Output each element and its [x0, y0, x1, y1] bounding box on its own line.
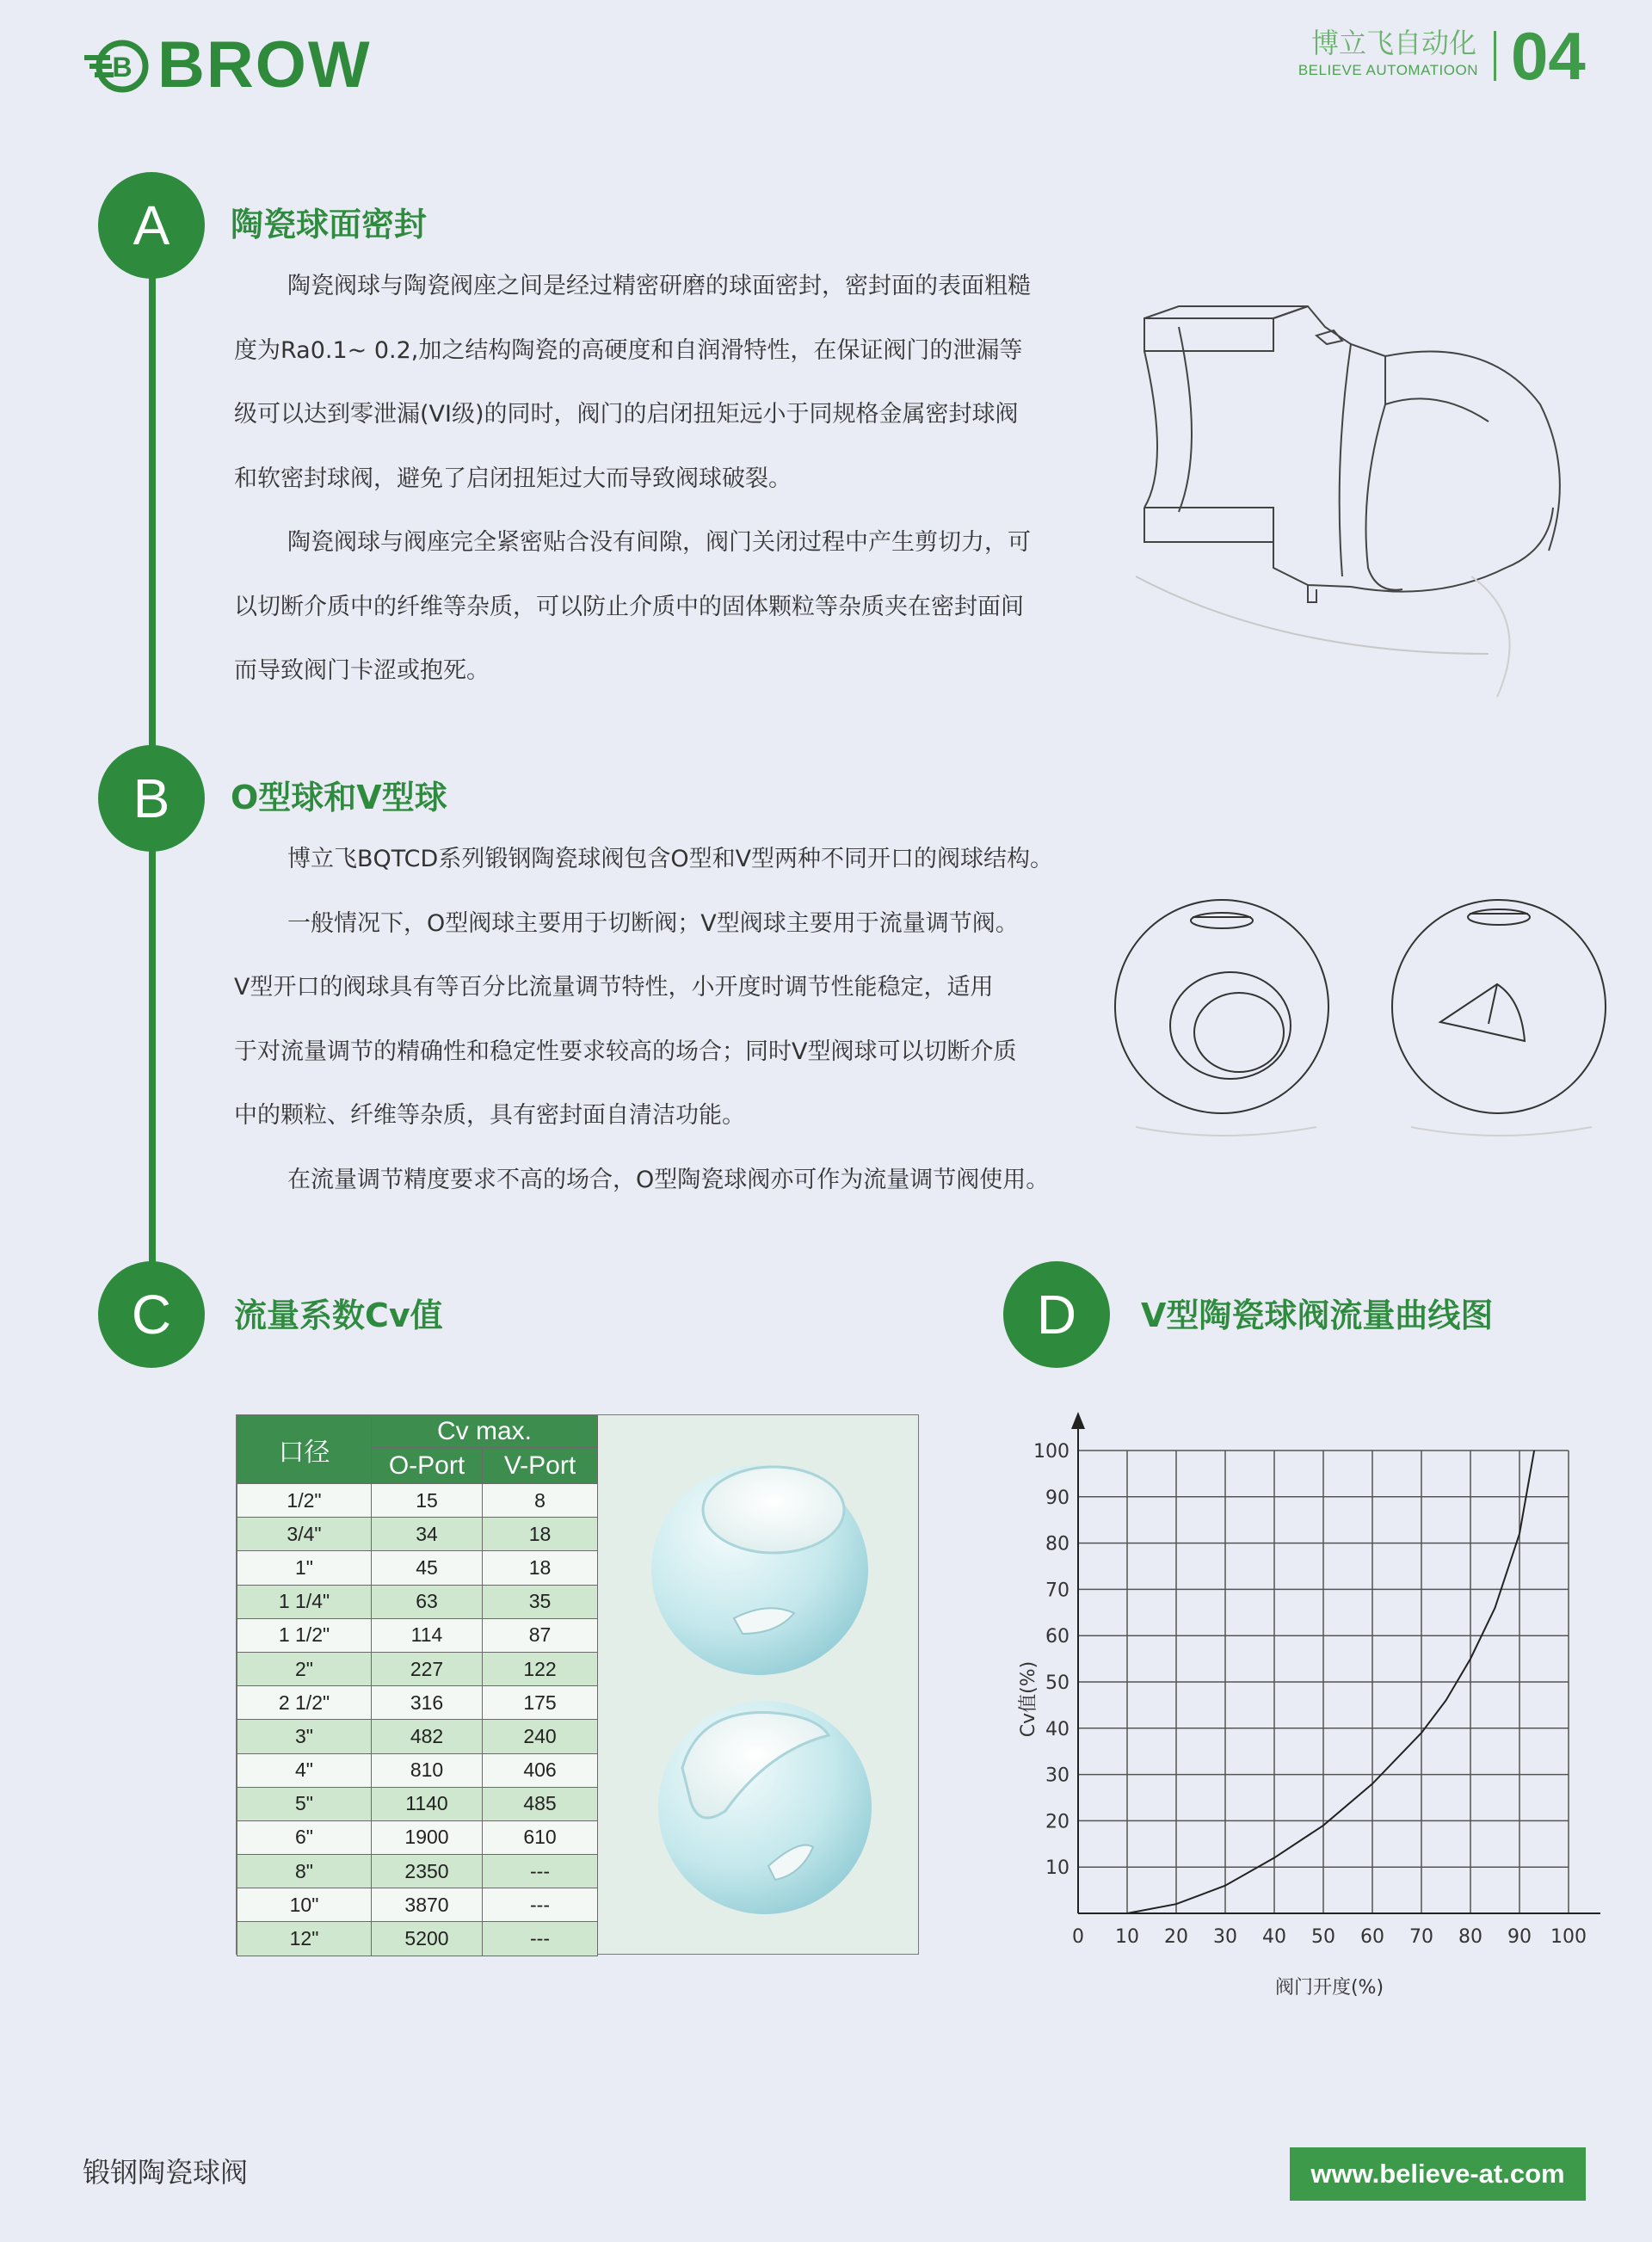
- cv-cell-o-port: 45: [372, 1551, 483, 1585]
- cv-cell-o-port: 482: [372, 1720, 483, 1753]
- section-b-line: 于对流量调节的精确性和稳定性要求较高的场合；同时V型阀球可以切断介质: [234, 1038, 1017, 1065]
- cv-table-row: [237, 1888, 598, 1922]
- chart-y-tick-label: 50: [1045, 1672, 1069, 1694]
- chart-y-tick-label: 30: [1045, 1765, 1069, 1787]
- cv-cell-size: 12": [237, 1922, 372, 1956]
- cv-cell-o-port: 316: [372, 1686, 483, 1720]
- chart-x-tick-label: 30: [1213, 1926, 1237, 1948]
- cv-cell-o-port: 63: [372, 1585, 483, 1618]
- section-d-title: V型陶瓷球阀流量曲线图: [1141, 1297, 1494, 1334]
- cv-cell-o-port: 810: [372, 1753, 483, 1787]
- cv-table-row: [237, 1652, 598, 1685]
- chart-x-tick-label: 0: [1072, 1926, 1084, 1948]
- brand-name-cn: 博立飞自动化: [1310, 27, 1476, 59]
- section-c-title: 流量系数Cv值: [234, 1297, 443, 1334]
- section-a-line: 以切断介质中的纤维等杂质，可以防止介质中的固体颗粒等杂质夹在密封面间: [234, 593, 1024, 620]
- section-b-title: O型球和V型球: [231, 779, 447, 816]
- cv-cell-v-port: 175: [483, 1686, 598, 1720]
- flow-curve-chart: [998, 1402, 1600, 2022]
- cv-table-row: [237, 1518, 598, 1551]
- cv-cell-size: 1": [237, 1551, 372, 1585]
- cv-table-header-size: 口径: [237, 1416, 372, 1484]
- cv-cell-size: 3": [237, 1720, 372, 1753]
- cv-cell-v-port: 35: [483, 1585, 598, 1618]
- o-and-v-ball-drawings: [1110, 895, 1609, 1144]
- cv-cell-o-port: 3870: [372, 1888, 483, 1922]
- cv-cell-size: 6": [237, 1820, 372, 1854]
- cv-table-row: [237, 1618, 598, 1652]
- chart-x-tick-label: 20: [1164, 1926, 1188, 1948]
- chart-x-ticks: [1072, 1926, 1587, 1948]
- chart-x-tick-label: 60: [1360, 1926, 1384, 1948]
- cv-cell-o-port: 114: [372, 1618, 483, 1652]
- cv-table-row: [237, 1922, 598, 1956]
- svg-text:B: B: [112, 52, 133, 83]
- cv-cell-o-port: 1140: [372, 1787, 483, 1820]
- cv-table-row: [237, 1787, 598, 1820]
- chart-y-tick-label: 80: [1045, 1533, 1069, 1555]
- cv-cell-v-port: 485: [483, 1787, 598, 1820]
- cv-table: [237, 1415, 598, 1956]
- chart-y-ticks: [1033, 1441, 1069, 1879]
- footer-website-link[interactable]: www.believe-at.com: [1290, 2147, 1586, 2201]
- cv-cell-v-port: ---: [483, 1855, 598, 1888]
- footer-product-name: 锻钢陶瓷球阀: [83, 2156, 249, 2189]
- chart-x-tick-label: 90: [1507, 1926, 1532, 1948]
- cv-cell-v-port: 406: [483, 1753, 598, 1787]
- section-b-badge: B: [98, 745, 205, 852]
- chart-y-axis-label: Cv值(%): [1018, 1660, 1039, 1738]
- cv-table-body: [237, 1484, 598, 1956]
- chart-x-tick-label: 80: [1458, 1926, 1482, 1948]
- cv-cell-size: 2 1/2": [237, 1686, 372, 1720]
- section-a-line: 而导致阀门卡涩或抱死。: [234, 657, 490, 684]
- cv-cell-v-port: 240: [483, 1720, 598, 1753]
- chart-y-tick-label: 60: [1045, 1626, 1069, 1648]
- cv-cell-size: 3/4": [237, 1518, 372, 1551]
- brand-name-en: BELIEVE AUTOMATIOON: [1298, 62, 1478, 78]
- chart-y-tick-label: 20: [1045, 1811, 1069, 1833]
- chart-y-tick-label: 10: [1045, 1857, 1069, 1880]
- cv-cell-o-port: 1900: [372, 1820, 483, 1854]
- cv-cell-v-port: 8: [483, 1484, 598, 1518]
- chart-y-axis-arrow: [1071, 1412, 1085, 1429]
- brand-logo-text: BROW: [157, 28, 372, 102]
- chart-y-tick-label: 100: [1033, 1441, 1069, 1463]
- cv-table-row: [237, 1585, 598, 1618]
- section-a-line: 和软密封球阀，避免了启闭扭矩过大而导致阀球破裂。: [234, 465, 792, 492]
- section-b-line: 在流量调节精度要求不高的场合，O型陶瓷球阀亦可作为流量调节阀使用。: [287, 1166, 1050, 1193]
- section-c-badge: C: [98, 1261, 205, 1368]
- cv-cell-size: 1 1/2": [237, 1618, 372, 1652]
- section-a-body: [234, 255, 1031, 704]
- cv-cell-size: 10": [237, 1888, 372, 1922]
- cv-cell-size: 1/2": [237, 1484, 372, 1518]
- section-b-line: 博立飞BQTCD系列锻钢陶瓷球阀包含O型和V型两种不同开口的阀球结构。: [287, 846, 1054, 872]
- chart-y-tick-label: 90: [1045, 1487, 1069, 1509]
- ball-seat-cutaway-drawing: [1127, 293, 1592, 705]
- cv-table-row: [237, 1720, 598, 1753]
- cv-table-row: [237, 1686, 598, 1720]
- cv-cell-v-port: 610: [483, 1820, 598, 1854]
- cv-table-row: [237, 1484, 598, 1518]
- chart-y-tick-label: 70: [1045, 1580, 1069, 1602]
- chart-y-tick-label: 40: [1045, 1718, 1069, 1740]
- section-a-line: 陶瓷阀球与陶瓷阀座之间是经过精密研磨的球面密封，密封面的表面粗糙: [287, 273, 1031, 299]
- section-b-body: [234, 828, 1053, 1212]
- section-d-badge: D: [1003, 1261, 1110, 1368]
- brand-logo-icon: [83, 38, 151, 95]
- ceramic-ball-photos: [622, 1450, 906, 1931]
- cv-cell-v-port: ---: [483, 1888, 598, 1922]
- cv-table-row: [237, 1551, 598, 1585]
- cv-table-header-cv: Cv max.: [372, 1416, 598, 1448]
- cv-table-header-v-port: V-Port: [483, 1448, 598, 1484]
- cv-cell-o-port: 5200: [372, 1922, 483, 1956]
- section-b-line: V型开口的阀球具有等百分比流量调节特性，小开度时调节性能稳定，适用: [234, 974, 994, 1001]
- chart-x-axis-label: 阀门开度(%): [1274, 1977, 1384, 1999]
- header-divider: [1494, 31, 1496, 81]
- chart-x-tick-label: 40: [1262, 1926, 1286, 1948]
- section-a-title: 陶瓷球面密封: [231, 206, 428, 243]
- section-b-line: 一般情况下，O型阀球主要用于切断阀；V型阀球主要用于流量调节阀。: [287, 909, 1019, 937]
- cv-cell-v-port: 18: [483, 1551, 598, 1585]
- cv-cell-v-port: 18: [483, 1518, 598, 1551]
- cv-cell-v-port: ---: [483, 1922, 598, 1956]
- cv-table-panel: [236, 1414, 919, 1955]
- section-a-line: 陶瓷阀球与阀座完全紧密贴合没有间隙，阀门关闭过程中产生剪切力，可: [287, 529, 1031, 556]
- chart-axes: [1071, 1412, 1600, 1920]
- cv-table-row: [237, 1820, 598, 1854]
- section-a-line: 级可以达到零泄漏(VI级)的同时，阀门的启闭扭矩远小于同规格金属密封球阀: [234, 401, 1019, 428]
- chart-x-tick-label: 70: [1409, 1926, 1433, 1948]
- chart-x-tick-label: 10: [1115, 1926, 1139, 1948]
- section-a-line: 度为Ra0.1~ 0.2,加之结构陶瓷的高硬度和自润滑特性，在保证阀门的泄漏等: [234, 336, 1023, 364]
- page-number: 04: [1511, 18, 1586, 94]
- chart-grid: [1078, 1451, 1569, 1913]
- chart-x-tick-label: 50: [1311, 1926, 1335, 1948]
- section-a-badge: A: [98, 172, 205, 279]
- cv-cell-size: 8": [237, 1855, 372, 1888]
- cv-cell-o-port: 15: [372, 1484, 483, 1518]
- cv-cell-o-port: 2350: [372, 1855, 483, 1888]
- cv-table-header-o-port: O-Port: [372, 1448, 483, 1484]
- chart-x-tick-label: 100: [1550, 1926, 1587, 1948]
- cv-cell-v-port: 122: [483, 1652, 598, 1685]
- cv-cell-v-port: 87: [483, 1618, 598, 1652]
- cv-cell-o-port: 227: [372, 1652, 483, 1685]
- section-b-line: 中的颗粒、纤维等杂质，具有密封面自清洁功能。: [234, 1102, 745, 1129]
- cv-cell-size: 5": [237, 1787, 372, 1820]
- cv-cell-o-port: 34: [372, 1518, 483, 1551]
- cv-table-row: [237, 1753, 598, 1787]
- cv-cell-size: 2": [237, 1652, 372, 1685]
- cv-cell-size: 1 1/4": [237, 1585, 372, 1618]
- cv-cell-size: 4": [237, 1753, 372, 1787]
- cv-table-row: [237, 1855, 598, 1888]
